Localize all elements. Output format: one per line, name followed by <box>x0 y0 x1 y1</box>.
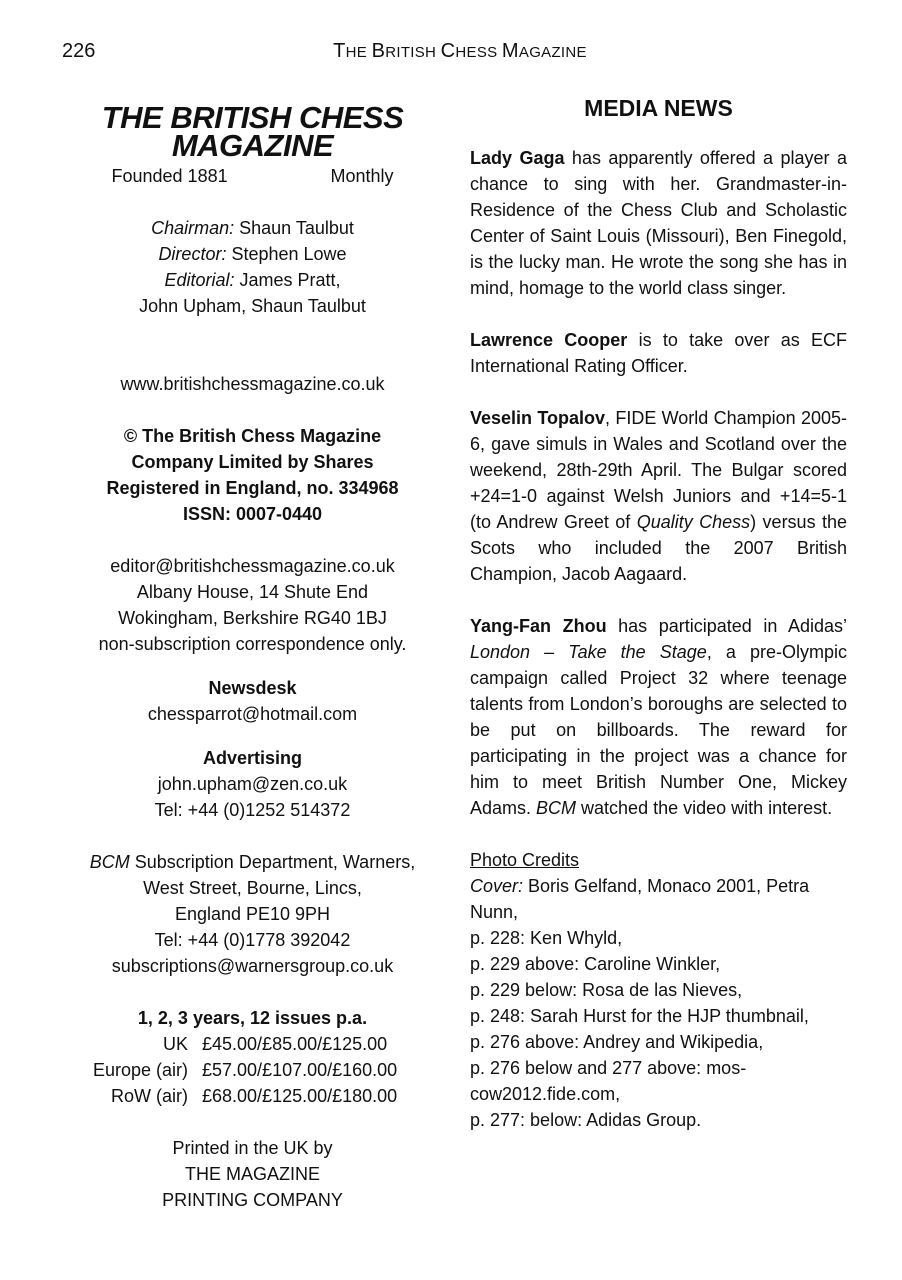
running-head-m: M <box>501 40 519 62</box>
address-note: non-subscription correspondence only. <box>98 634 407 654</box>
news-text: , a pre-Olympic campaign called Project 32 where teenage talents from London’s boroughs are selected to be put on billboards. The reward for participating in the project was a chance for him to meet British Number One, Mickey Adams. <box>470 642 847 818</box>
printed-line-3: PRINTING COMPANY <box>162 1190 343 1210</box>
copyright-line-3: Registered in England, no. 334968 <box>106 478 399 498</box>
price-values: £57.00/£107.00/£160.00 <box>202 1060 398 1080</box>
subs-dept: Subscription Department, Warners, <box>129 852 416 872</box>
credit-cover-label: Cover: <box>470 876 524 896</box>
news-item-topalov <box>470 405 847 587</box>
staff-block <box>70 215 435 319</box>
masthead-title <box>70 100 435 163</box>
news-text: , FIDE World Champion 2005-6, gave simuls in Wales and Scotland over the weekend, 28th-29th April. The Bulgar scored +24=1-0 against Welsh Juniors and +14=5-1 (to Andrew Greet of <box>470 408 847 532</box>
editorial-label: Editorial: <box>164 270 235 290</box>
subs-line-1 <box>70 849 435 875</box>
subscriptions-block <box>70 849 435 979</box>
news-item-zhou <box>470 613 847 821</box>
masthead-title-line-1: THE BRITISH CHESS <box>101 100 404 135</box>
editorial-line <box>70 267 435 293</box>
advertising-block <box>70 745 435 823</box>
founded-year: Founded 1881 <box>111 166 228 186</box>
advertising-email[interactable]: john.upham@zen.co.uk <box>157 774 348 794</box>
price-row <box>70 1031 435 1057</box>
subs-line-3: England PE10 9PH <box>174 904 331 924</box>
price-values: £45.00/£85.00/£125.00 <box>202 1034 388 1054</box>
newsdesk-label: Newsdesk <box>208 678 297 698</box>
news-text: is to take over as ECF International Rating Officer. <box>470 330 847 376</box>
address-line-2: Wokingham, Berkshire RG40 1BJ <box>118 608 387 628</box>
price-values: £68.00/£125.00/£180.00 <box>202 1086 398 1106</box>
address-line-1: Albany House, 14 Shute End <box>136 582 369 602</box>
news-text: has participated in Adidas’ <box>606 616 847 636</box>
price-region: RoW (air) <box>111 1086 188 1106</box>
credit-line: p. 276 below and 277 above: mos- <box>470 1058 747 1078</box>
copyright-block <box>70 423 435 527</box>
media-news-column <box>470 95 847 1133</box>
credit-line: p. 248: Sarah Hurst for the HJP thumbnail, <box>470 1006 809 1026</box>
news-italic: BCM <box>536 798 577 818</box>
subs-bcm: BCM <box>89 852 130 872</box>
director-line <box>70 241 435 267</box>
editorial-line-2: John Upham, Shaun Taulbut <box>139 296 366 316</box>
subs-tel: Tel: +44 (0)1778 392042 <box>154 930 351 950</box>
founded-row <box>112 163 394 189</box>
news-item-lady-gaga <box>470 145 847 301</box>
running-head-c: C <box>440 40 456 62</box>
publication-frequency: Monthly <box>330 166 394 186</box>
advertising-label: Advertising <box>202 748 303 768</box>
running-head <box>250 40 670 63</box>
credit-line: p. 229 above: Caroline Winkler, <box>470 954 721 974</box>
director-name: Stephen Lowe <box>226 244 347 264</box>
website-link[interactable]: www.britishchessmagazine.co.uk <box>120 374 385 394</box>
prices-head: 1, 2, 3 years, 12 issues p.a. <box>137 1008 368 1028</box>
news-item-cooper <box>470 327 847 379</box>
chairman-line <box>70 215 435 241</box>
credit-line: p. 229 below: Rosa de las Nieves, <box>470 980 743 1000</box>
prices-block <box>70 1005 435 1109</box>
photo-credits-heading: Photo Credits <box>470 850 580 870</box>
credit-line: cow2012.fide.com, <box>470 1084 621 1104</box>
news-italic: London – Take the Stage <box>470 642 707 662</box>
subs-email[interactable]: subscriptions@warnersgroup.co.uk <box>111 956 394 976</box>
editor-email[interactable]: editor@britishchessmagazine.co.uk <box>110 556 395 576</box>
running-head-t: T <box>333 40 346 62</box>
news-italic: Quality Chess <box>636 512 751 532</box>
running-head-agazine: AGAZINE <box>518 44 587 61</box>
editorial-address-block <box>70 553 435 657</box>
chairman-label: Chairman: <box>151 218 235 238</box>
running-head-ritish: RITISH <box>385 44 441 61</box>
price-region: Europe (air) <box>92 1060 188 1080</box>
page-number: 226 <box>62 40 96 62</box>
printed-line-1: Printed in the UK by <box>172 1138 333 1158</box>
credit-line: p. 228: Ken Whyld, <box>470 928 623 948</box>
news-text: ) versus the Scots who included the 2007 British Champion, Jacob Aagaard. <box>470 512 847 584</box>
price-row <box>70 1083 435 1109</box>
credit-line: p. 277: below: Adidas Group. <box>470 1110 702 1130</box>
masthead-title-line-2: MAGAZINE <box>171 128 334 163</box>
advertising-tel: Tel: +44 (0)1252 514372 <box>154 800 351 820</box>
credit-line: p. 276 above: Andrey and Wikipedia, <box>470 1032 764 1052</box>
news-text: watched the video with interest. <box>576 798 833 818</box>
credit-cover <box>470 873 847 925</box>
news-subject: Lawrence Cooper <box>470 330 628 350</box>
news-subject: Veselin Topalov <box>470 408 606 428</box>
news-text: has apparently offered a player a chance to sing with her. Grandmaster-in-Residence of the Chess Club and Scholastic Center of Saint Louis (Missouri), Ben Finegold, is the lucky man. He wrote the song she has in mind, homage to the world class singer. <box>470 148 847 298</box>
news-subject: Lady Gaga <box>470 148 565 168</box>
director-label: Director: <box>158 244 227 264</box>
media-news-title: MEDIA NEWS <box>584 95 733 121</box>
printed-line-2: THE MAGAZINE <box>184 1164 320 1184</box>
copyright-line-1: © The British Chess Magazine <box>123 426 382 446</box>
chairman-name: Shaun Taulbut <box>234 218 354 238</box>
editorial-names: James Pratt, <box>234 270 341 290</box>
subs-line-2: West Street, Bourne, Lincs, <box>143 878 362 898</box>
masthead-column <box>70 100 435 1213</box>
photo-credits <box>470 847 847 1133</box>
news-subject: Yang-Fan Zhou <box>470 616 607 636</box>
issn-line: ISSN: 0007-0440 <box>182 504 323 524</box>
credit-cover-text: Boris Gelfand, Monaco 2001, Petra Nunn, <box>470 876 810 922</box>
price-row <box>70 1057 435 1083</box>
printer-block <box>70 1135 435 1213</box>
newsdesk-block <box>70 675 435 727</box>
running-head-b: B <box>371 40 386 62</box>
newsdesk-email[interactable]: chessparrot@hotmail.com <box>147 704 358 724</box>
copyright-line-2: Company Limited by Shares <box>131 452 374 472</box>
running-head-he: HE <box>345 44 372 61</box>
price-region: UK <box>162 1034 188 1054</box>
running-head-hess: HESS <box>455 44 502 61</box>
